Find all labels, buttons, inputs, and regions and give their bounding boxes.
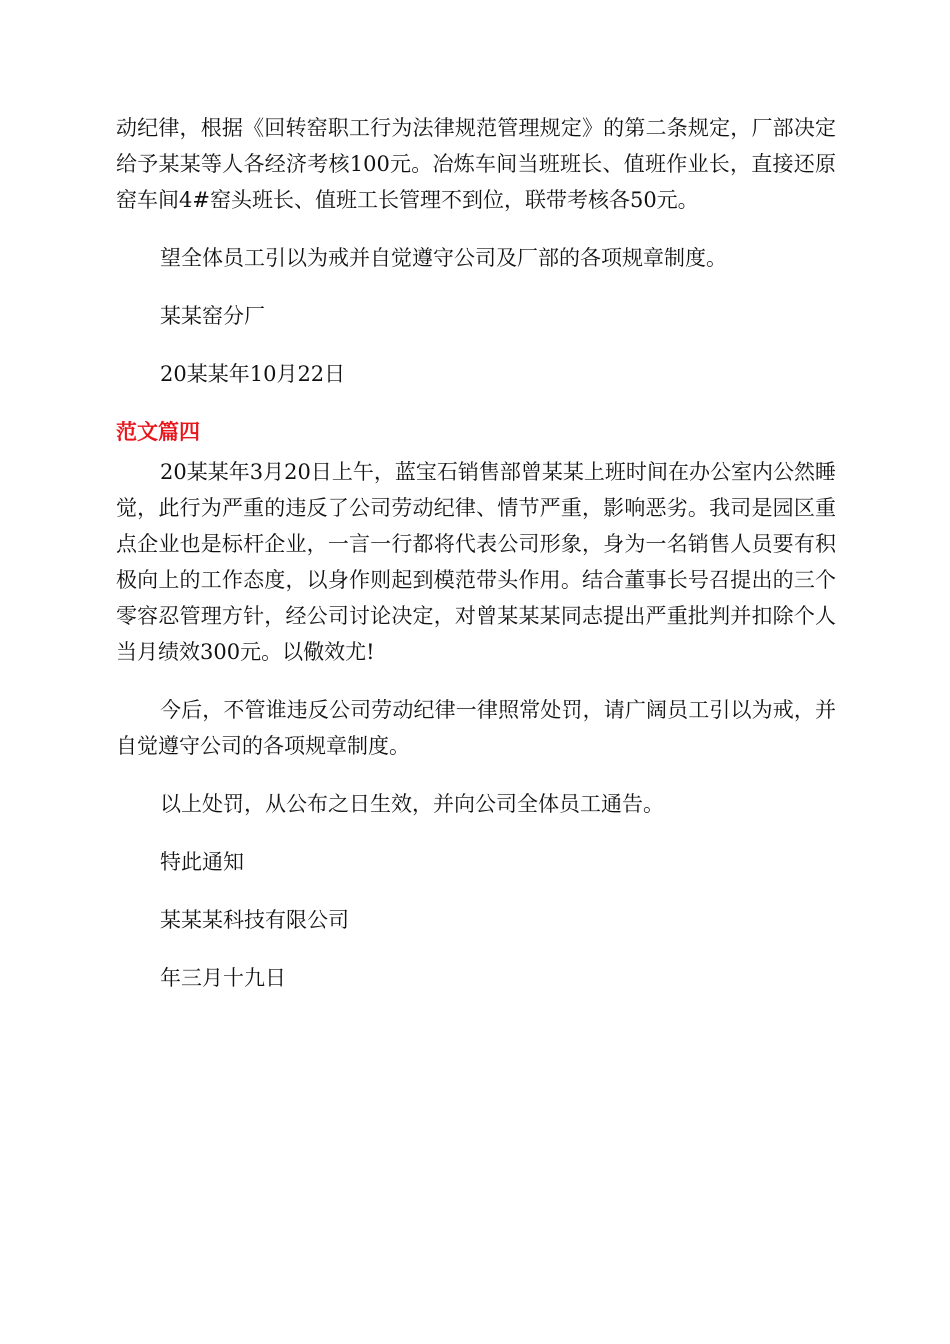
notice-line: 特此通知: [160, 850, 244, 874]
paragraph-incident: 20某某年3月20日上午，蓝宝石销售部曾某某上班时间在办公室内公然睡觉，此行为严重的违反了公司劳动纪律、情节严重，影响恶劣。我司是园区重点企业也是标杆企业，一言一行都将代表公司形象，身为一名销售人员要有积极向上的工作态度，以身作则起到模范带头作用。结合董事长号召提出的三个零容忍管理方针，经公司讨论决定，对曾某某某同志提出严重批判并扣除个人当月绩效300元。以儆效尤!: [116, 460, 836, 664]
signer-factory: 某某窑分厂: [160, 304, 265, 328]
paragraph-future-policy: 今后，不管谁违反公司劳动纪律一律照常处罚，请广阔员工引以为戒，并自觉遵守公司的各项规章制度。: [116, 698, 836, 758]
section-title: 范文篇四: [116, 420, 200, 444]
paragraph-effective: 以上处罚，从公布之日生效，并向公司全体员工通告。: [160, 792, 664, 816]
paragraph-warning: 望全体员工引以为戒并自觉遵守公司及厂部的各项规章制度。: [160, 246, 727, 270]
paragraph-discipline-continuation: 动纪律，根据《回转窑职工行为法律规范管理规定》的第二条规定，厂部决定给予某某等人各经济考核100元。冶炼车间当班班长、值班作业长，直接还原窑车间4#窑头班长、值班工长管理不到位，联带考核各50元。: [116, 116, 836, 212]
date-company: 年三月十九日: [160, 966, 286, 990]
signer-company: 某某某科技有限公司: [160, 908, 349, 932]
document-page: [116, 110, 836, 1018]
date-factory: 20某某年10月22日: [160, 362, 346, 386]
